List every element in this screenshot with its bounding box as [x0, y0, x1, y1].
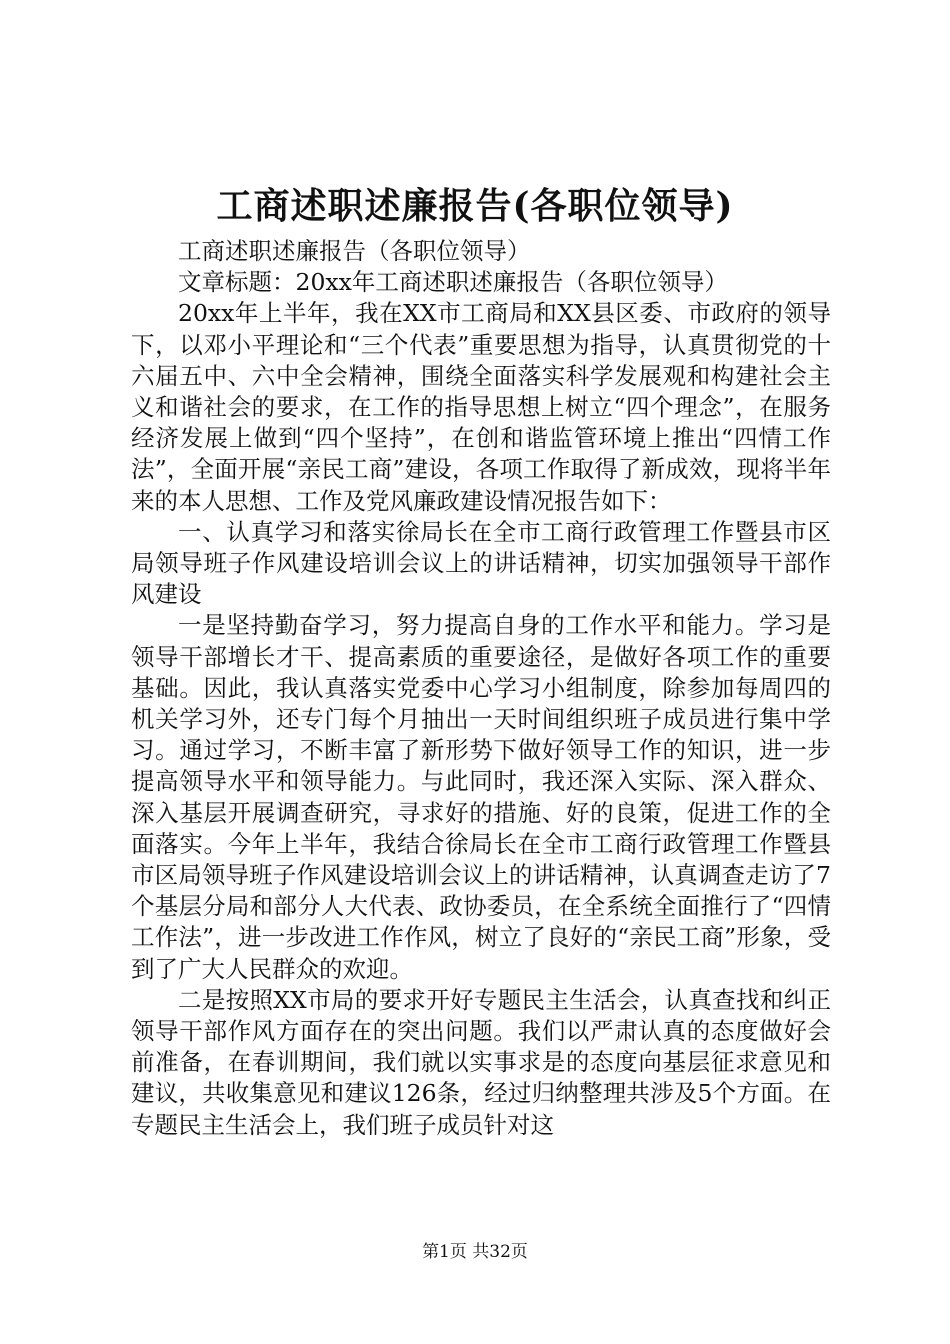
paragraph-intro: 20xx年上半年，我在XX市工商局和XX县区委、市政府的领导下，以邓小平理论和“三个代表”重要思想为指导，认真贯彻党的十六届五中、六中全会精神，围绕全面落实科学发展观和构建社会主义和谐社会的要求，在工作的指导思想上树立“四个理念”，在服务经济发展上做到“四个坚持”，在创和谐监管环境上推出“四情工作法”，全面开展“亲民工商”建设，各项工作取得了新成效，现将半年来的本人思想、工作及党风廉政建设情况报告如下： [131, 299, 831, 515]
paragraph-subtitle: 工商述职述廉报告（各职位领导） [178, 237, 531, 265]
paragraph-point-one: 一是坚持勤奋学习，努力提高自身的工作水平和能力。学习是领导干部增长才干、提高素质的重要途径，是做好各项工作的重要基础。因此，我认真落实党委中心学习小组制度，除参加每周四的机关学习外，还专门每个月抽出一天时间组织班子成员进行集中学习。通过学习，不断丰富了新形势下做好领导工作的知识，进一步提高领导水平和领导能力。与此同时，我还深入实际、深入群众、深入基层开展调查研究，寻求好的措施、好的良策，促进工作的全面落实。今年上半年，我结合徐局长在全市工商行政管理工作暨县市区局领导班子作风建设培训会议上的讲话精神，认真调查走访了7个基层分局和部分人大代表、政协委员，在全系统全面推行了“四情工作法”，进一步改进工作作风，树立了良好的“亲民工商”形象，受到了广大人民群众的欢迎。 [131, 611, 831, 983]
page-number-footer: 第1页 共32页 [422, 1242, 528, 1262]
document-title: 工商述职述廉报告(各职位领导) [216, 185, 734, 227]
paragraph-article-title: 文章标题：20xx年工商述职述廉报告（各职位领导） [178, 268, 728, 297]
document-body [131, 236, 831, 1141]
paragraph-point-two: 二是按照XX市局的要求开好专题民主生活会，认真查找和纠正领导干部作风方面存在的突出问题。我们以严肃认真的态度做好会前准备，在春训期间，我们就以实事求是的态度向基层征求意见和建议，共收集意见和建议126条，经过归纳整理共涉及5个方面。在专题民主生活会上，我们班子成员针对这 [131, 985, 831, 1139]
paragraph-section-heading: 一、认真学习和落实徐局长在全市工商行政管理工作暨县市区局领导班子作风建设培训会议上的讲话精神，切实加强领导干部作风建设 [131, 517, 831, 609]
